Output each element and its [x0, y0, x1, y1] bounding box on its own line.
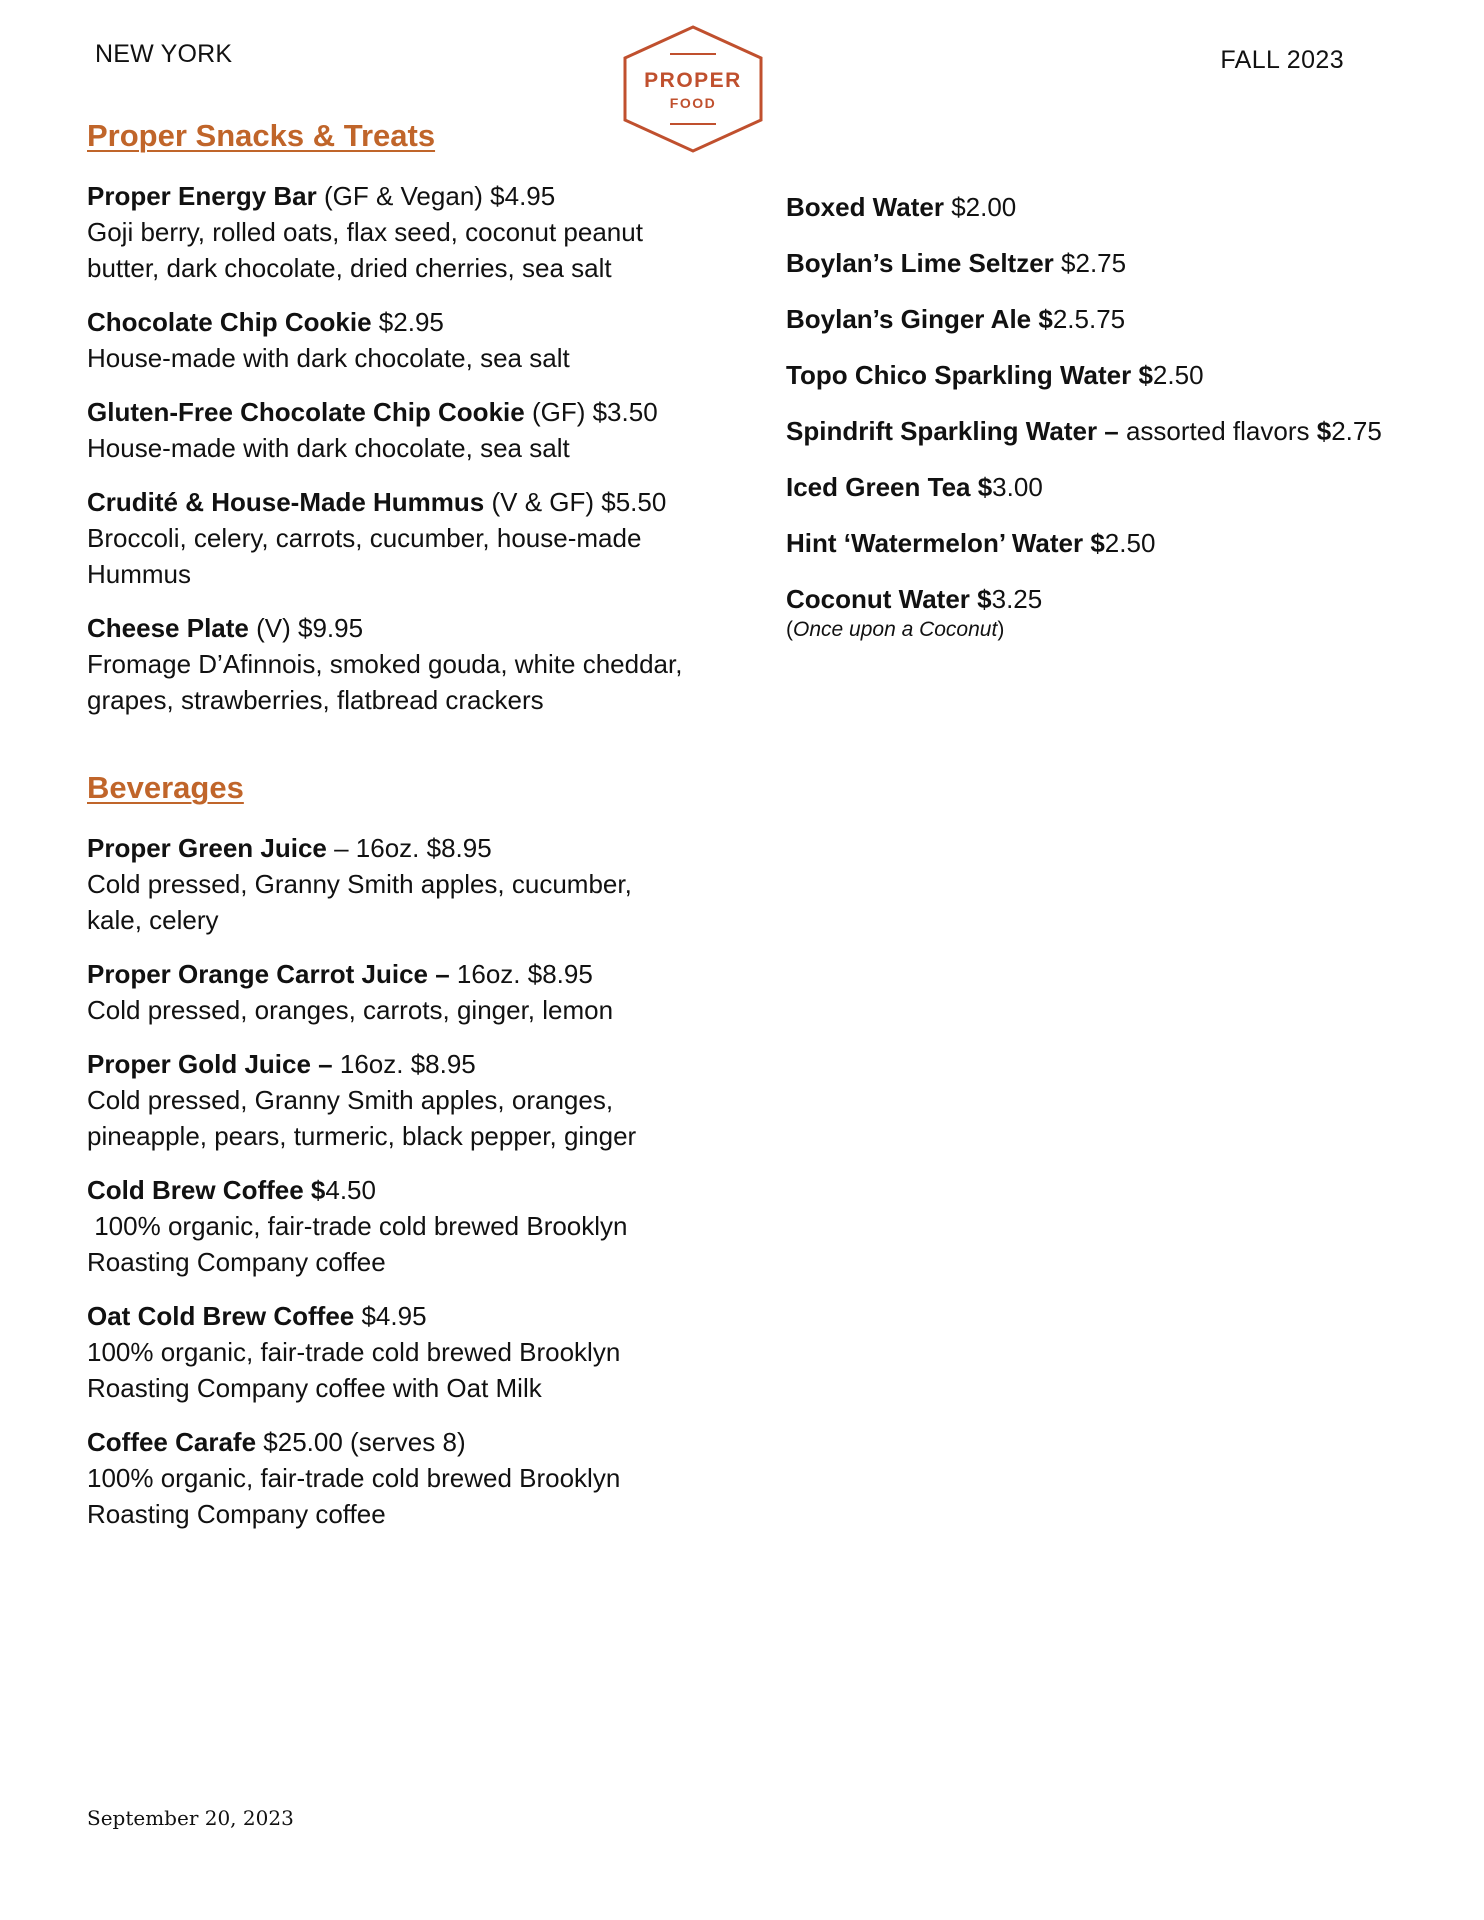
item-price: (V) $9.95 [248, 613, 364, 643]
item-name: Proper Energy Bar [87, 181, 317, 211]
item-name: Chocolate Chip Cookie [87, 307, 372, 337]
item-price: (V & GF) $5.50 [484, 487, 667, 517]
drink-item [786, 414, 1426, 449]
item-name: Gluten-Free Chocolate Chip Cookie [87, 397, 525, 427]
snacks-heading: Proper Snacks & Treats [87, 118, 436, 153]
drink-item [786, 190, 1426, 225]
drink-name: Iced Green Tea $ [786, 472, 993, 502]
beverages-heading: Beverages [87, 770, 244, 805]
item-desc-line: Cold pressed, Granny Smith apples, cucumber, [87, 869, 632, 899]
item-desc-line: 100% organic, fair-trade cold brewed Brooklyn [87, 1337, 621, 1367]
drink-item [786, 470, 1426, 505]
drink-price: 2.50 [1152, 360, 1204, 390]
drink-item [786, 582, 1426, 643]
drink-price: $2.00 [943, 192, 1017, 222]
drink-price: $2.75 [1053, 248, 1127, 278]
menu-item [87, 830, 727, 938]
item-price: (GF) $3.50 [524, 397, 658, 427]
menu-item [87, 1046, 727, 1154]
item-name: Proper Green Juice [87, 833, 327, 863]
item-desc-line: Cold pressed, oranges, carrots, ginger, lemon [87, 995, 614, 1025]
season-label: FALL 2023 [1220, 46, 1344, 74]
item-name: Coffee Carafe [87, 1427, 257, 1457]
drink-item [786, 246, 1426, 281]
item-desc-line: 100% organic, fair-trade cold brewed Brooklyn [87, 1211, 628, 1241]
location-label: NEW YORK [95, 40, 233, 68]
menu-item [87, 484, 727, 592]
menu-item [87, 1172, 727, 1280]
menu-item [87, 1424, 727, 1532]
drink-item [786, 526, 1426, 561]
drink-name: Topo Chico Sparkling Water $ [786, 360, 1153, 390]
item-name: Oat Cold Brew Coffee [87, 1301, 355, 1331]
item-desc-line: Fromage D’Afinnois, smoked gouda, white cheddar, [87, 649, 683, 679]
drink-currency: $ [1316, 416, 1332, 446]
item-price: $25.00 (serves 8) [256, 1427, 466, 1457]
item-name: Proper Gold Juice – [87, 1049, 333, 1079]
drink-name: Boylan’s Ginger Ale $ [786, 304, 1053, 334]
menu-item [87, 304, 727, 376]
drink-name: Boxed Water [786, 192, 944, 222]
drink-name: Boylan’s Lime Seltzer [786, 248, 1054, 278]
drink-brand-note: (Once upon a Coconut) [786, 618, 1005, 641]
drink-name: Spindrift Sparkling Water – [786, 416, 1119, 446]
right-column [786, 190, 1426, 664]
drink-price: 2.5.75 [1052, 304, 1126, 334]
item-desc-line: kale, celery [87, 905, 219, 935]
item-desc-line: pineapple, pears, turmeric, black pepper, ginger [87, 1121, 637, 1151]
item-desc-line: House-made with dark chocolate, sea salt [87, 343, 570, 373]
drink-price: 2.50 [1104, 528, 1156, 558]
item-price: 4.50 [325, 1175, 376, 1205]
drink-price: 2.75 [1331, 416, 1382, 446]
drink-price: 3.25 [991, 584, 1043, 614]
item-desc-line: Cold pressed, Granny Smith apples, oranges, [87, 1085, 614, 1115]
logo-text-proper: PROPER [644, 69, 742, 92]
item-price: – 16oz. $8.95 [326, 833, 492, 863]
item-desc-line: Roasting Company coffee [87, 1247, 386, 1277]
item-price: (GF & Vegan) $4.95 [316, 181, 556, 211]
drink-price: 3.00 [992, 472, 1043, 502]
item-price: 16oz. $8.95 [449, 959, 593, 989]
item-desc-line: butter, dark chocolate, dried cherries, sea salt [87, 253, 612, 283]
menu-item [87, 610, 727, 718]
item-desc-line: grapes, strawberries, flatbread crackers [87, 685, 544, 715]
logo-text-food: FOOD [669, 95, 717, 111]
item-desc-line: Hummus [87, 559, 192, 589]
drink-item [786, 302, 1426, 337]
item-desc-line: Roasting Company coffee with Oat Milk [87, 1373, 542, 1403]
drink-name: Hint ‘Watermelon’ Water $ [786, 528, 1105, 558]
drink-note: assorted flavors [1118, 416, 1317, 446]
item-desc-line: Goji berry, rolled oats, flax seed, coconut peanut [87, 217, 643, 247]
menu-item [87, 956, 727, 1028]
item-name: Cold Brew Coffee $ [87, 1175, 326, 1205]
item-name: Crudité & House-Made Hummus [87, 487, 485, 517]
item-price: 16oz. $8.95 [332, 1049, 476, 1079]
drink-name: Coconut Water $ [786, 584, 992, 614]
item-desc-line: House-made with dark chocolate, sea salt [87, 433, 570, 463]
item-desc-line: Roasting Company coffee [87, 1499, 386, 1529]
item-desc-line: Broccoli, celery, carrots, cucumber, house-made [87, 523, 642, 553]
drink-item [786, 358, 1426, 393]
item-name: Proper Orange Carrot Juice – [87, 959, 450, 989]
menu-item [87, 178, 727, 286]
item-price: $4.95 [354, 1301, 427, 1331]
menu-item [87, 394, 727, 466]
item-name: Cheese Plate [87, 613, 249, 643]
footer-date: September 20, 2023 [87, 1806, 294, 1830]
left-column [87, 118, 727, 1550]
menu-item [87, 1298, 727, 1406]
item-price: $2.95 [371, 307, 444, 337]
item-desc-line: 100% organic, fair-trade cold brewed Brooklyn [87, 1463, 621, 1493]
